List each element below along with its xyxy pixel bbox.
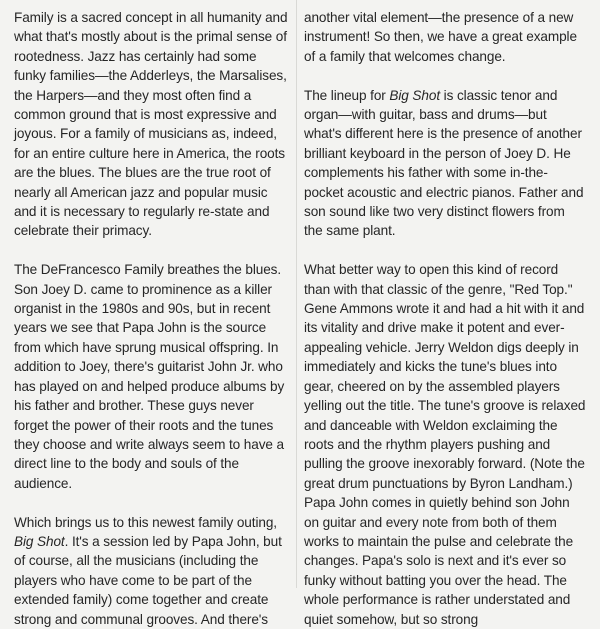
album-title: Big Shot: [389, 87, 440, 103]
right-paragraph-2-lead: The lineup for: [304, 87, 390, 103]
right-paragraph-1: another vital element—the presence of a new instrument! So then, we have a great example of a family that welcomes change.: [304, 10, 577, 64]
right-paragraph-3: What better way to open this kind of record than with that classic of the genre, "Red Top." Gene Ammons wrote it and had a hit with it and its vitality and drive make it potent and ever-appealing vehicle. Jerry Weldon digs deeply in immediately and kicks the tune's blues into gear, cheered on by the assembled players yelling out the title. The tune's groove is relaxed and danceable with Weldon exclaiming the roots and the rhythm players pushing and pulling the groove inexorably forward. (Note the great drum punctuations by Byron Landham.) Papa John comes in quietly behind son John on guitar and every note from both of them works to maintain the pulse and celebrate the changes. Papa's solo is next and it's ever so funky without batting you over the head. The whole performance is rather understated and quiet somehow, but so strong: [304, 262, 586, 627]
left-column: [14, 8, 290, 629]
left-paragraph-1: Family is a sacred concept in all humanity and what that's mostly about is the primal sense of rootedness. Jazz has certainly had some funky families—the Adderleys, the Marsalises, the Harpers—and they most often find a common ground that is most expressive and joyous. For a family of musicians as, indeed, for an entire culture here in America, the roots are the blues. The blues are the true root of nearly all American jazz and popular music and it is necessary to regularly re-state and celebrate their primacy.: [14, 10, 288, 239]
left-paragraph-3-lead: Which brings us to this newest family outing,: [14, 514, 277, 530]
right-paragraph-2: [304, 86, 586, 241]
left-paragraph-2: The DeFrancesco Family breathes the blues. Son Joey D. came to prominence as a killer organist in the 1980s and 90s, but in recent years we see that Papa John is the source from which have sprung musical offspring. In addition to Joey, there's guitarist John Jr. who has played on and helped produce albums by his father and brother. These guys never forget the power of their roots and the tunes they choose and write always seem to have a direct line to the body and souls of the audience.: [14, 262, 285, 491]
left-paragraph-3-rest: . It's a session led by Papa John, but of course, all the musicians (including the players who have come to be part of the extended family) come together and create strong and communal grooves. And there's: [14, 533, 282, 627]
album-title: Big Shot: [14, 533, 65, 549]
left-paragraph-3: [14, 513, 290, 629]
right-paragraph-2-rest: is classic tenor and organ—with guitar, bass and drums—but what's different here is the presence of another brilliant keyboard in the person of Joey D. He complements his father with some in-the-pocket acoustic and electric pianos. Father and son sound like two very distinct flowers from the same plant.: [304, 87, 584, 239]
column-divider: [296, 0, 297, 588]
right-column: [304, 8, 586, 629]
